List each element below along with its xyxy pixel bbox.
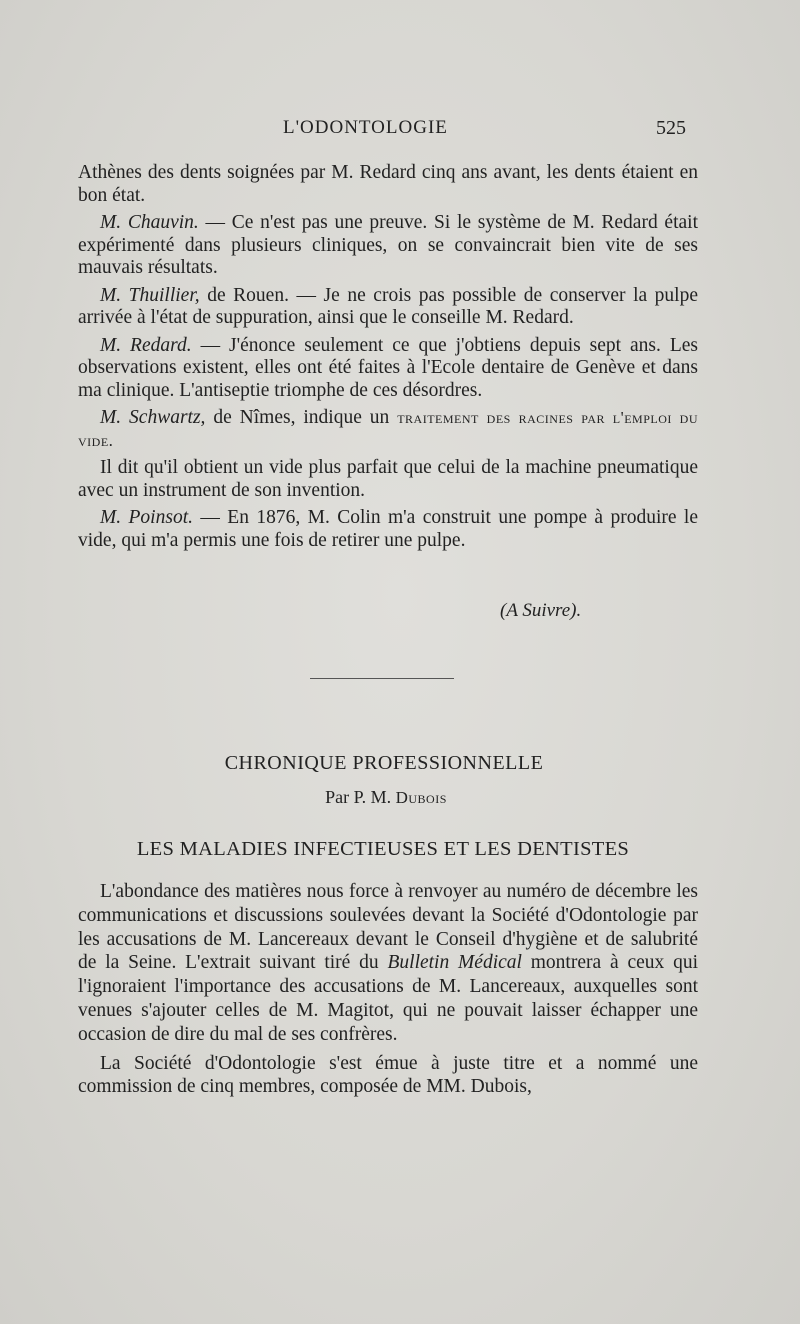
paragraph: Athènes des dents soignées par M. Redard cinq ans avant, les dents étaient en bon état.: [78, 162, 698, 206]
byline: Par P. M. Dubois: [325, 787, 447, 807]
article-body: [78, 880, 698, 1104]
paragraph: M. Redard. — J'énonce seulement ce que j'obtiens depuis sept ans. Les observations existent, elles ont été faites à l'Ecole dentaire de Genève et dans ma clinique. L'antiseptie triomphe de ces désordres.: [78, 334, 698, 401]
paragraph: M. Poinsot. — En 1876, M. Colin m'a construit une pompe à produire le vide, qui m'a permis une fois de retirer une pulpe.: [78, 507, 698, 551]
to-be-continued: (A Suivre).: [500, 600, 582, 621]
small-caps-topic: traitement des racines par l'emploi du vide.: [78, 408, 698, 450]
discussion-text: [78, 162, 698, 557]
author-name: Dubois: [395, 788, 447, 807]
speaker-name: M. Redard.: [100, 334, 192, 356]
publication-title: Bulletin Médical: [387, 952, 522, 974]
section-divider: [310, 678, 454, 679]
article-title: LES MALADIES INFECTIEUSES ET LES DENTISTES: [136, 838, 630, 860]
section-title: CHRONIQUE PROFESSIONNELLE: [224, 752, 544, 774]
speaker-name: M. Schwartz,: [100, 407, 206, 428]
paragraph: L'abondance des matières nous force à renvoyer au numéro de décembre les communications et discussions soulevées devant la Société d'Odontologie par les accusations de M. Lancereaux devant le Conseil d'hygiène et de salubrité de la Seine. L'extrait suivant tiré du Bulletin Médical montrera à ceux qui l'ignoraient l'importance des accusations de M. Lancereaux, auxquelles sont venues s'ajouter celles de M. Magitot, qui ne pouvait laisser échapper une occasion de dire du mal de ses confrères.: [78, 881, 698, 1045]
speaker-name: M. Thuillier,: [100, 284, 200, 306]
paragraph: Il dit qu'il obtient un vide plus parfait que celui de la machine pneumatique avec un instrument de son invention.: [78, 457, 698, 501]
paragraph: La Société d'Odontologie s'est émue à juste titre et a nommé une commission de cinq membres, composée de MM. Dubois,: [78, 1052, 698, 1098]
paragraph: M. Schwartz, de Nîmes, indique un traitement des racines par l'emploi du vide.: [78, 407, 698, 450]
speaker-name: M. Poinsot.: [100, 507, 193, 528]
running-head: [0, 117, 800, 143]
page-number: 525: [656, 117, 686, 139]
paragraph: M. Thuillier, de Rouen. — Je ne crois pas possible de conserver la pulpe arrivée à l'état de suppuration, ainsi que le conseille M. Redard.: [78, 284, 699, 328]
speaker-name: M. Chauvin.: [100, 212, 199, 233]
paragraph: M. Chauvin. — Ce n'est pas une preuve. Si le système de M. Redard était expérimenté dans plusieurs cliniques, on se convaincrait bien vite de ses mauvais résultats.: [78, 212, 698, 278]
journal-title: L'ODONTOLOGIE: [283, 117, 448, 138]
